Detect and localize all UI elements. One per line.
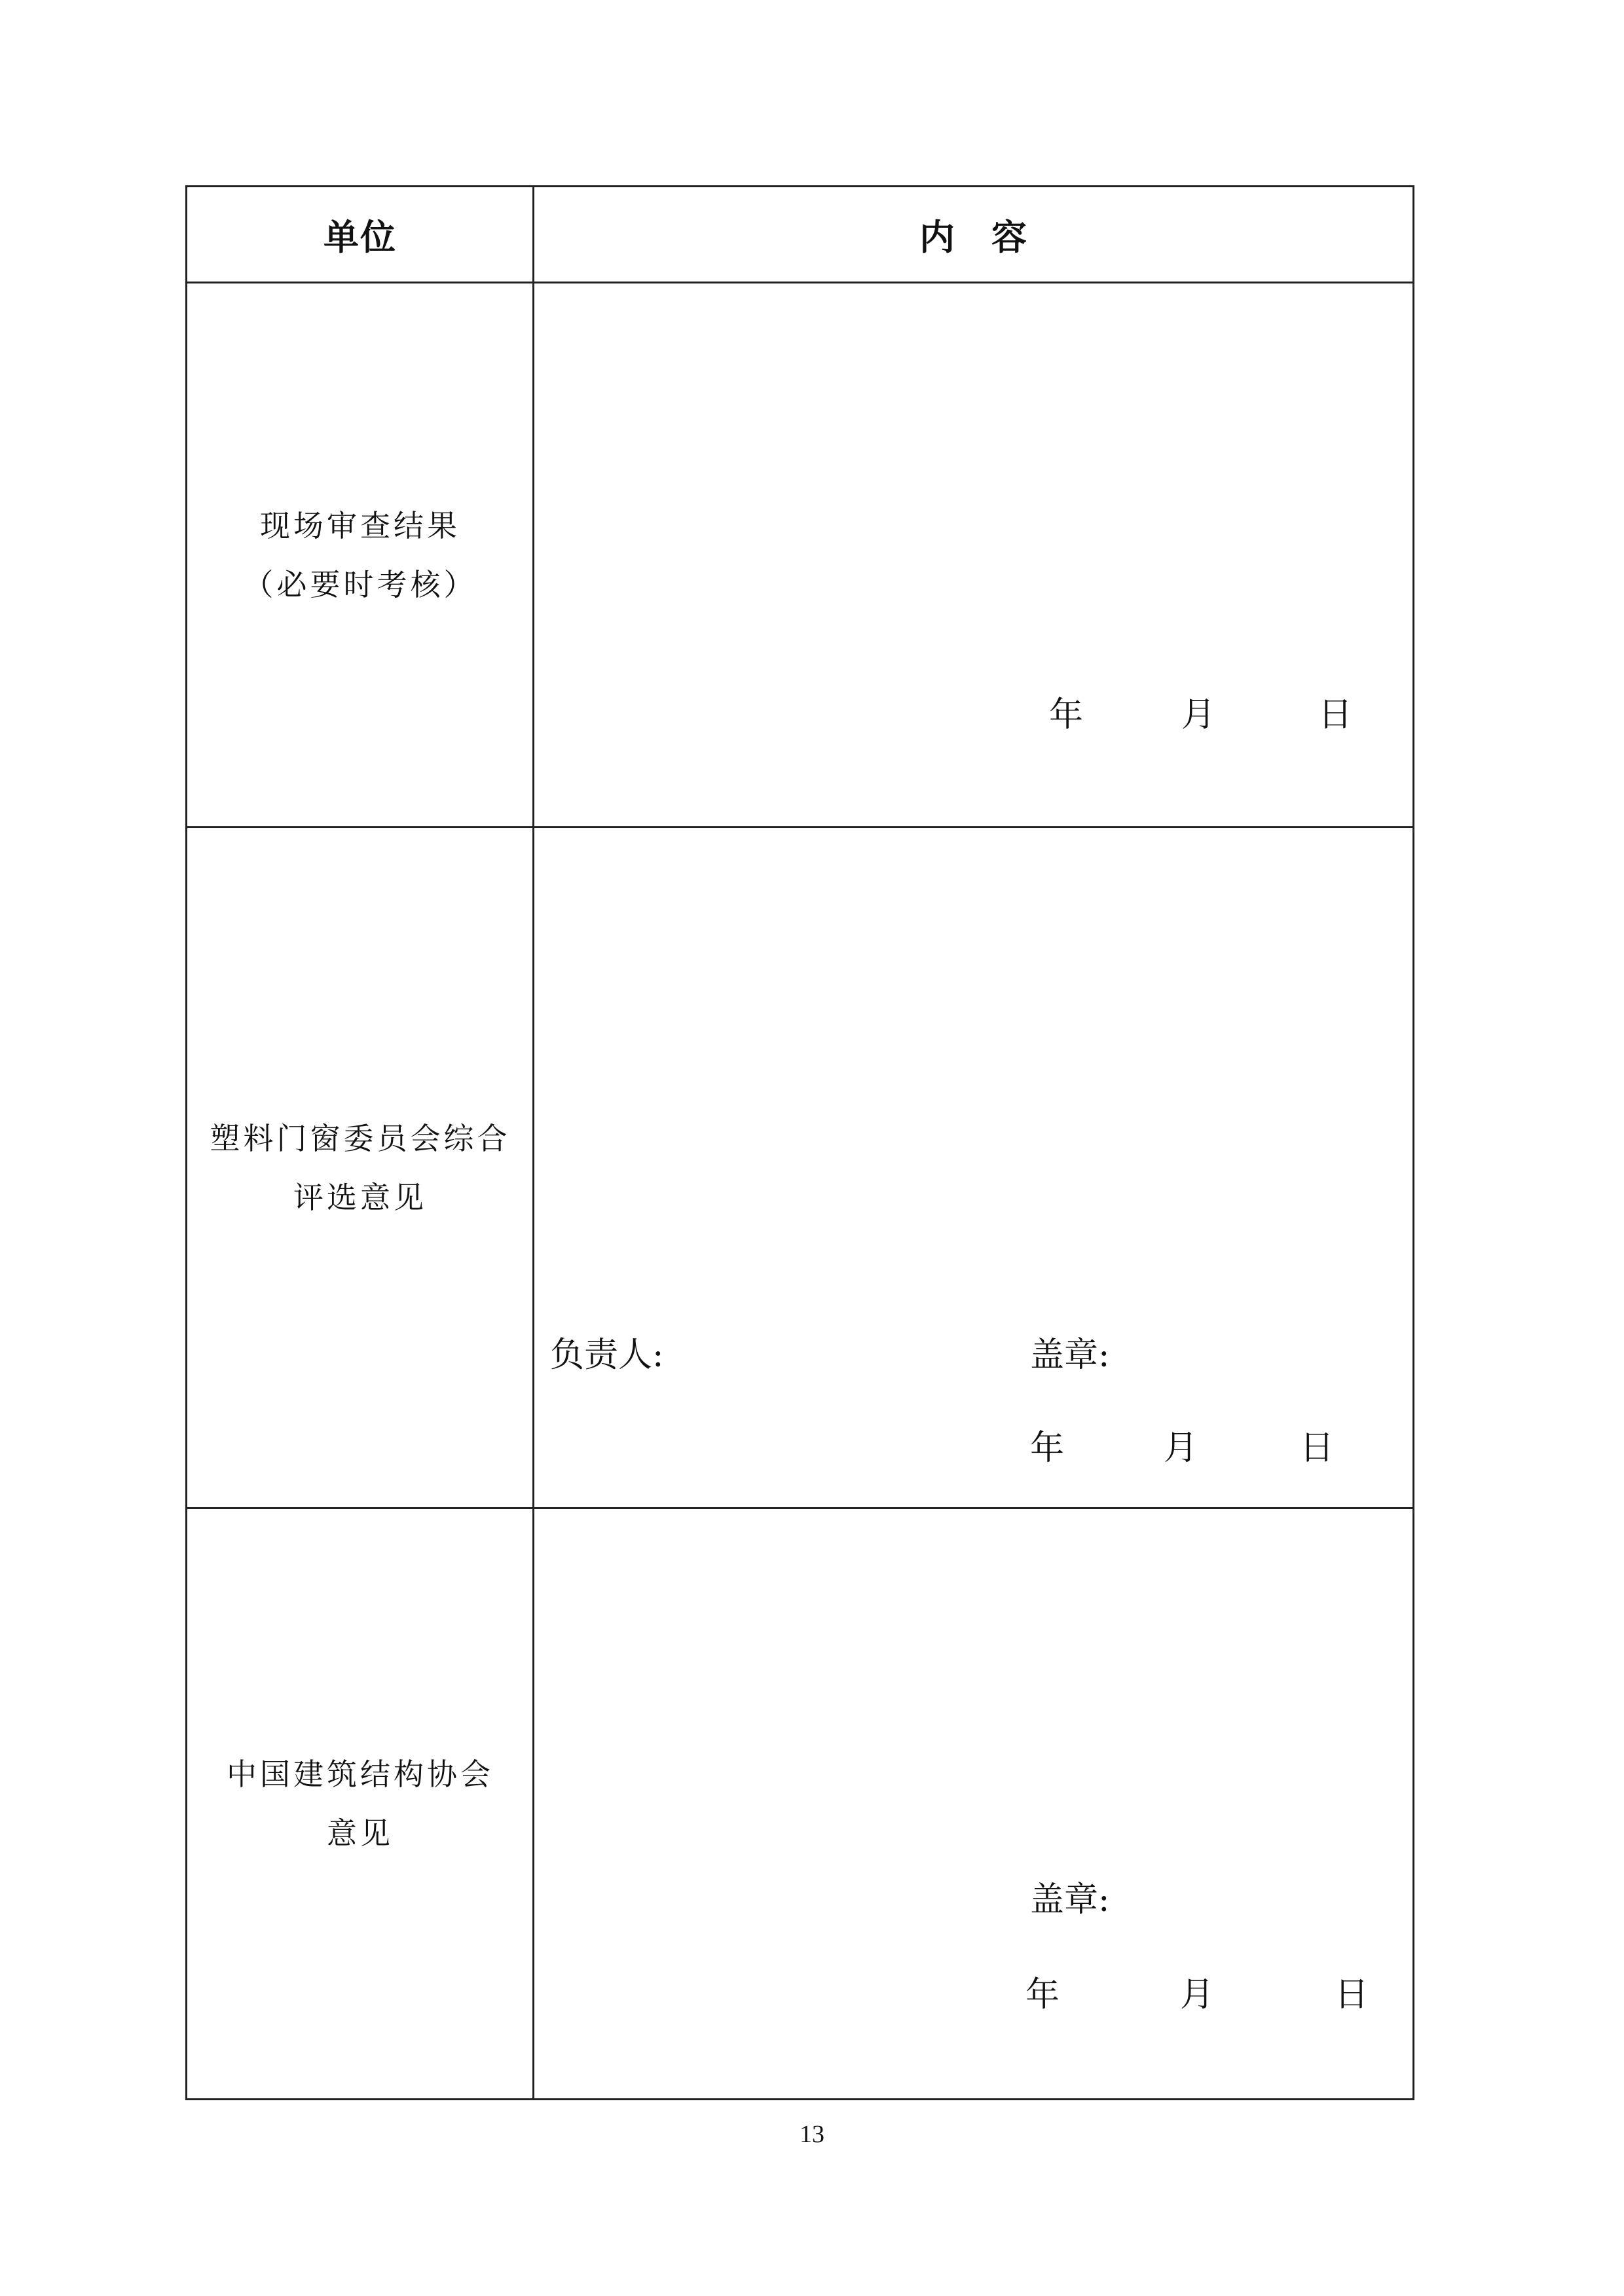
- row-1-unit-cell: [187, 283, 534, 826]
- row-3-unit-cell: [187, 1509, 534, 2098]
- seal-label: 盖章:: [1030, 1880, 1110, 1920]
- unit-label-line: 意见: [327, 1815, 394, 1851]
- seal-label: 盖章:: [1030, 1336, 1110, 1375]
- header-content-label: 内容: [919, 217, 1063, 258]
- row-2-unit-cell: [187, 828, 534, 1507]
- table-border-right: [1412, 185, 1414, 2100]
- unit-label-line: （必要时考核）: [243, 566, 477, 602]
- date-year-label: 年: [1030, 1429, 1065, 1468]
- header-unit: [187, 187, 534, 283]
- date-day-label: 日: [1335, 1975, 1369, 2014]
- date-month-label: 月: [1181, 695, 1216, 735]
- page-number: 13: [800, 2121, 824, 2148]
- unit-label-line: 中国建筑结构协会: [227, 1757, 494, 1792]
- header-content: [534, 187, 1412, 283]
- table-border-bottom: [185, 2098, 1414, 2100]
- date-year-label: 年: [1049, 695, 1084, 735]
- date-year-label: 年: [1025, 1975, 1060, 2014]
- header-unit-label: 单位: [323, 217, 397, 258]
- date-month-label: 月: [1164, 1429, 1198, 1468]
- unit-label-line: 现场审查结果: [260, 507, 460, 543]
- date-day-label: 日: [1318, 695, 1353, 735]
- date-day-label: 日: [1300, 1429, 1335, 1468]
- unit-label-line: 评选意见: [293, 1179, 427, 1215]
- unit-label-line: 塑料门窗委员会综合: [210, 1120, 511, 1156]
- responsible-person-label: 负责人:: [550, 1336, 664, 1375]
- date-month-label: 月: [1180, 1975, 1215, 2014]
